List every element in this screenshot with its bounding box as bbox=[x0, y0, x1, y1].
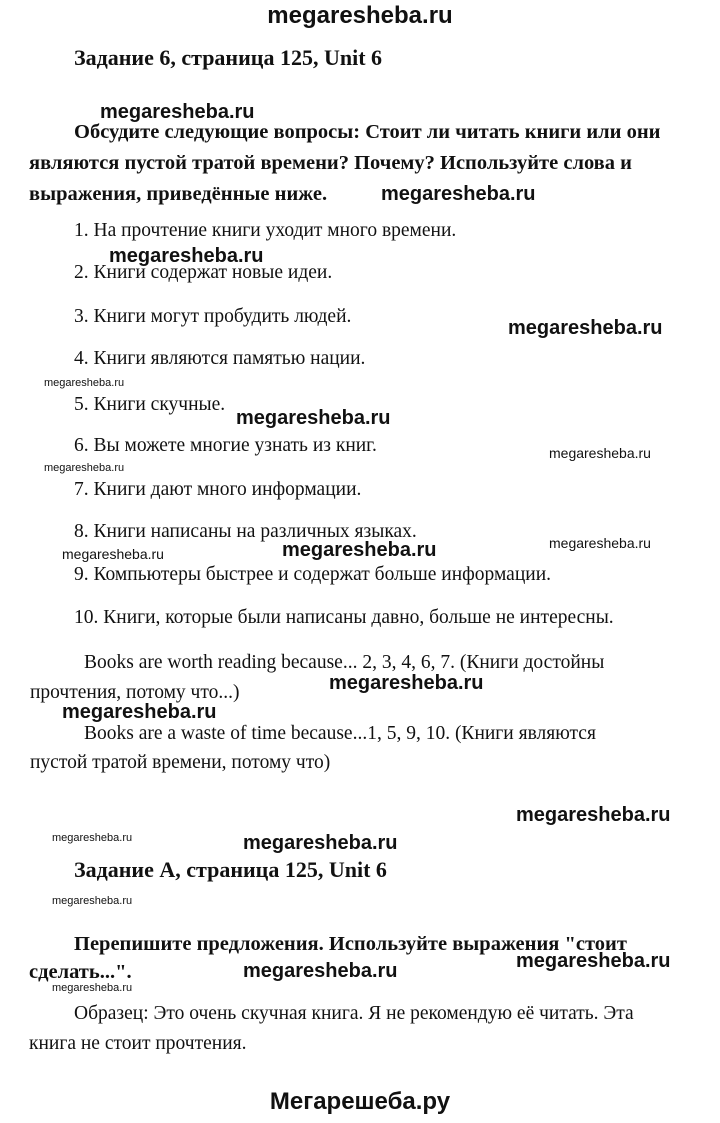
watermark: megaresheba.ru bbox=[381, 183, 536, 205]
watermark: megaresheba.ru bbox=[282, 539, 437, 561]
list-item: 1. На прочтение книги уходит много времени. bbox=[74, 220, 457, 241]
answer-waste-line-2: пустой тратой времени, потому что) bbox=[30, 752, 331, 773]
watermark: megaresheba.ru bbox=[52, 895, 133, 907]
watermark: megaresheba.ru bbox=[109, 245, 264, 267]
list-item: 2. Книги содержат новые идеи. bbox=[74, 262, 333, 283]
list-item: 9. Компьютеры быстрее и содержат больше информации. bbox=[74, 564, 552, 585]
task-6-instruction-line-1: Обсудите следующие вопросы: Стоит ли читать книги или они bbox=[74, 121, 661, 143]
watermark: megaresheba.ru bbox=[508, 317, 663, 339]
watermark: megaresheba.ru bbox=[549, 535, 651, 551]
answer-worth-line-1: Books are worth reading because... 2, 3, 4, 6, 7. (Книги достойны bbox=[84, 652, 605, 673]
example-line-2: книга не стоит прочтения. bbox=[29, 1033, 247, 1054]
watermark: megaresheba.ru bbox=[516, 950, 671, 972]
list-item: 6. Вы можете многие узнать из книг. bbox=[74, 435, 377, 456]
task-a-instruction-line-2: сделать...". bbox=[29, 961, 132, 983]
list-item: 8. Книги написаны на различных языках. bbox=[74, 521, 417, 542]
list-item: 4. Книги являются памятью нации. bbox=[74, 348, 366, 369]
site-header: megaresheba.ru bbox=[267, 2, 453, 29]
watermark: megaresheba.ru bbox=[44, 377, 125, 389]
watermark: megaresheba.ru bbox=[52, 982, 133, 994]
watermark: megaresheba.ru bbox=[62, 701, 217, 723]
answer-worth-line-2: прочтения, потому что...) bbox=[30, 682, 240, 703]
watermark: megaresheba.ru bbox=[52, 832, 133, 844]
task-6-instruction-line-2: являются пустой тратой времени? Почему? Используйте слова и bbox=[29, 152, 632, 174]
answer-waste-line-1: Books are a waste of time because...1, 5, 9, 10. (Книги являются bbox=[84, 723, 596, 744]
task-a-instruction-line-1: Перепишите предложения. Используйте выражения "стоит bbox=[74, 933, 627, 955]
watermark: megaresheba.ru bbox=[236, 407, 391, 429]
watermark: megaresheba.ru bbox=[62, 546, 164, 562]
watermark: megaresheba.ru bbox=[243, 960, 398, 982]
watermark: megaresheba.ru bbox=[100, 101, 255, 123]
watermark: megaresheba.ru bbox=[329, 672, 484, 694]
watermark: megaresheba.ru bbox=[516, 804, 671, 826]
task-6-instruction-line-3: выражения, приведённые ниже. bbox=[29, 183, 328, 205]
list-item: 7. Книги дают много информации. bbox=[74, 479, 362, 500]
example-line-1: Образец: Это очень скучная книга. Я не рекомендую её читать. Эта bbox=[74, 1003, 634, 1024]
watermark: megaresheba.ru bbox=[44, 462, 125, 474]
list-item: 5. Книги скучные. bbox=[74, 394, 226, 415]
list-item: 3. Книги могут пробудить людей. bbox=[74, 306, 352, 327]
task-a-title: Задание А, страница 125, Unit 6 bbox=[74, 857, 387, 882]
task-6-title: Задание 6, страница 125, Unit 6 bbox=[74, 45, 383, 70]
watermark: megaresheba.ru bbox=[243, 832, 398, 854]
site-footer: Мегарешеба.ру bbox=[269, 1088, 451, 1115]
list-item: 10. Книги, которые были написаны давно, больше не интересны. bbox=[74, 607, 614, 628]
watermark: megaresheba.ru bbox=[549, 445, 651, 461]
